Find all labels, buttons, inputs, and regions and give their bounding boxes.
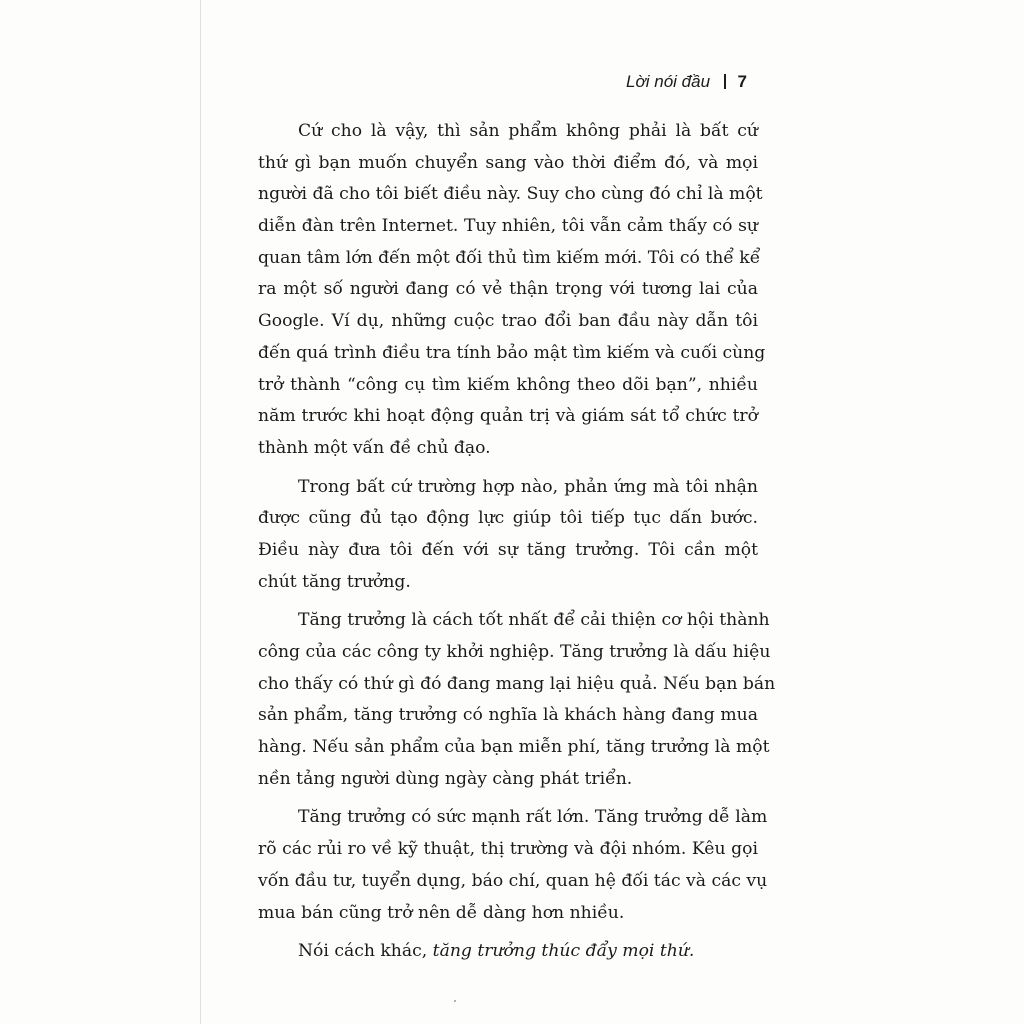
text-line: [258, 936, 758, 968]
text-line: đến quá trình điều tra tính bảo mật tìm kiếm và cuối cùng: [258, 342, 766, 363]
paragraph-2: [258, 472, 758, 599]
page-edge-line: [200, 0, 201, 1024]
text-line: cho thấy có thứ gì đó đang mang lại hiệu quả. Nếu bạn bán: [258, 673, 776, 694]
paragraph-4: [258, 802, 768, 929]
lead-text: Nói cách khác,: [298, 941, 433, 962]
text-line: công của các công ty khởi nghiệp. Tăng trưởng là dấu hiệu: [258, 642, 771, 662]
text-line: thứ gì bạn muốn chuyển sang vào thời điểm đó, và mọi: [258, 152, 758, 173]
section-title: Lời nói đầu: [626, 72, 711, 91]
paragraph-5: [258, 936, 758, 968]
text-line: thành một vấn đề chủ đạo.: [258, 437, 491, 458]
text-line: Google. Ví dụ, những cuộc trao đổi ban đầu này dẫn tôi: [258, 311, 758, 332]
text-line: chút tăng trưởng.: [258, 571, 411, 592]
text-line: Điều này đưa tôi đến với sự tăng trưởng. Tôi cần một: [258, 539, 758, 560]
text-line: Tăng trưởng có sức mạnh rất lớn. Tăng trưởng dễ làm: [298, 807, 768, 828]
text-line: hàng. Nếu sản phẩm của bạn miễn phí, tăng trưởng là một: [258, 737, 770, 758]
text-line: nền tảng người dùng ngày càng phát triển.: [258, 768, 633, 789]
paragraph-3: [258, 605, 776, 795]
text-line: ra một số người đang có vẻ thận trọng với tương lai của: [258, 279, 758, 300]
paper-speck: [454, 1000, 456, 1002]
text-line: mua bán cũng trở nên dễ dàng hơn nhiều.: [258, 902, 625, 923]
text-line: diễn đàn trên Internet. Tuy nhiên, tôi vẫn cảm thấy có sự: [258, 216, 758, 237]
text-line: sản phẩm, tăng trưởng có nghĩa là khách hàng đang mua: [258, 705, 758, 726]
text-line: rõ các rủi ro về kỹ thuật, thị trường và đội nhóm. Kêu gọi: [258, 839, 758, 860]
running-header: [626, 72, 747, 92]
paragraph-1: [258, 116, 766, 465]
text-line: năm trước khi hoạt động quản trị và giám sát tổ chức trở: [258, 406, 758, 427]
text-line: Trong bất cứ trường hợp nào, phản ứng mà tôi nhận: [298, 476, 758, 497]
emphasis-text: tăng trưởng thúc đẩy mọi thứ.: [432, 941, 695, 962]
text-line: Tăng trưởng là cách tốt nhất để cải thiện cơ hội thành: [298, 610, 770, 631]
header-separator: [724, 74, 726, 89]
text-line: người đã cho tôi biết điều này. Suy cho cùng đó chỉ là một: [258, 184, 763, 205]
text-line: Cứ cho là vậy, thì sản phẩm không phải là bất cứ: [298, 121, 758, 141]
text-line: trở thành “công cụ tìm kiếm không theo dõi bạn”, nhiều: [258, 374, 758, 395]
text-line: được cũng đủ tạo động lực giúp tôi tiếp tục dấn bước.: [258, 508, 758, 529]
text-line: vốn đầu tư, tuyển dụng, báo chí, quan hệ đối tác và các vụ: [258, 870, 768, 891]
page-number: 7: [737, 72, 747, 91]
body-text: [258, 116, 776, 968]
text-line: quan tâm lớn đến một đối thủ tìm kiếm mới. Tôi có thể kể: [258, 247, 761, 268]
